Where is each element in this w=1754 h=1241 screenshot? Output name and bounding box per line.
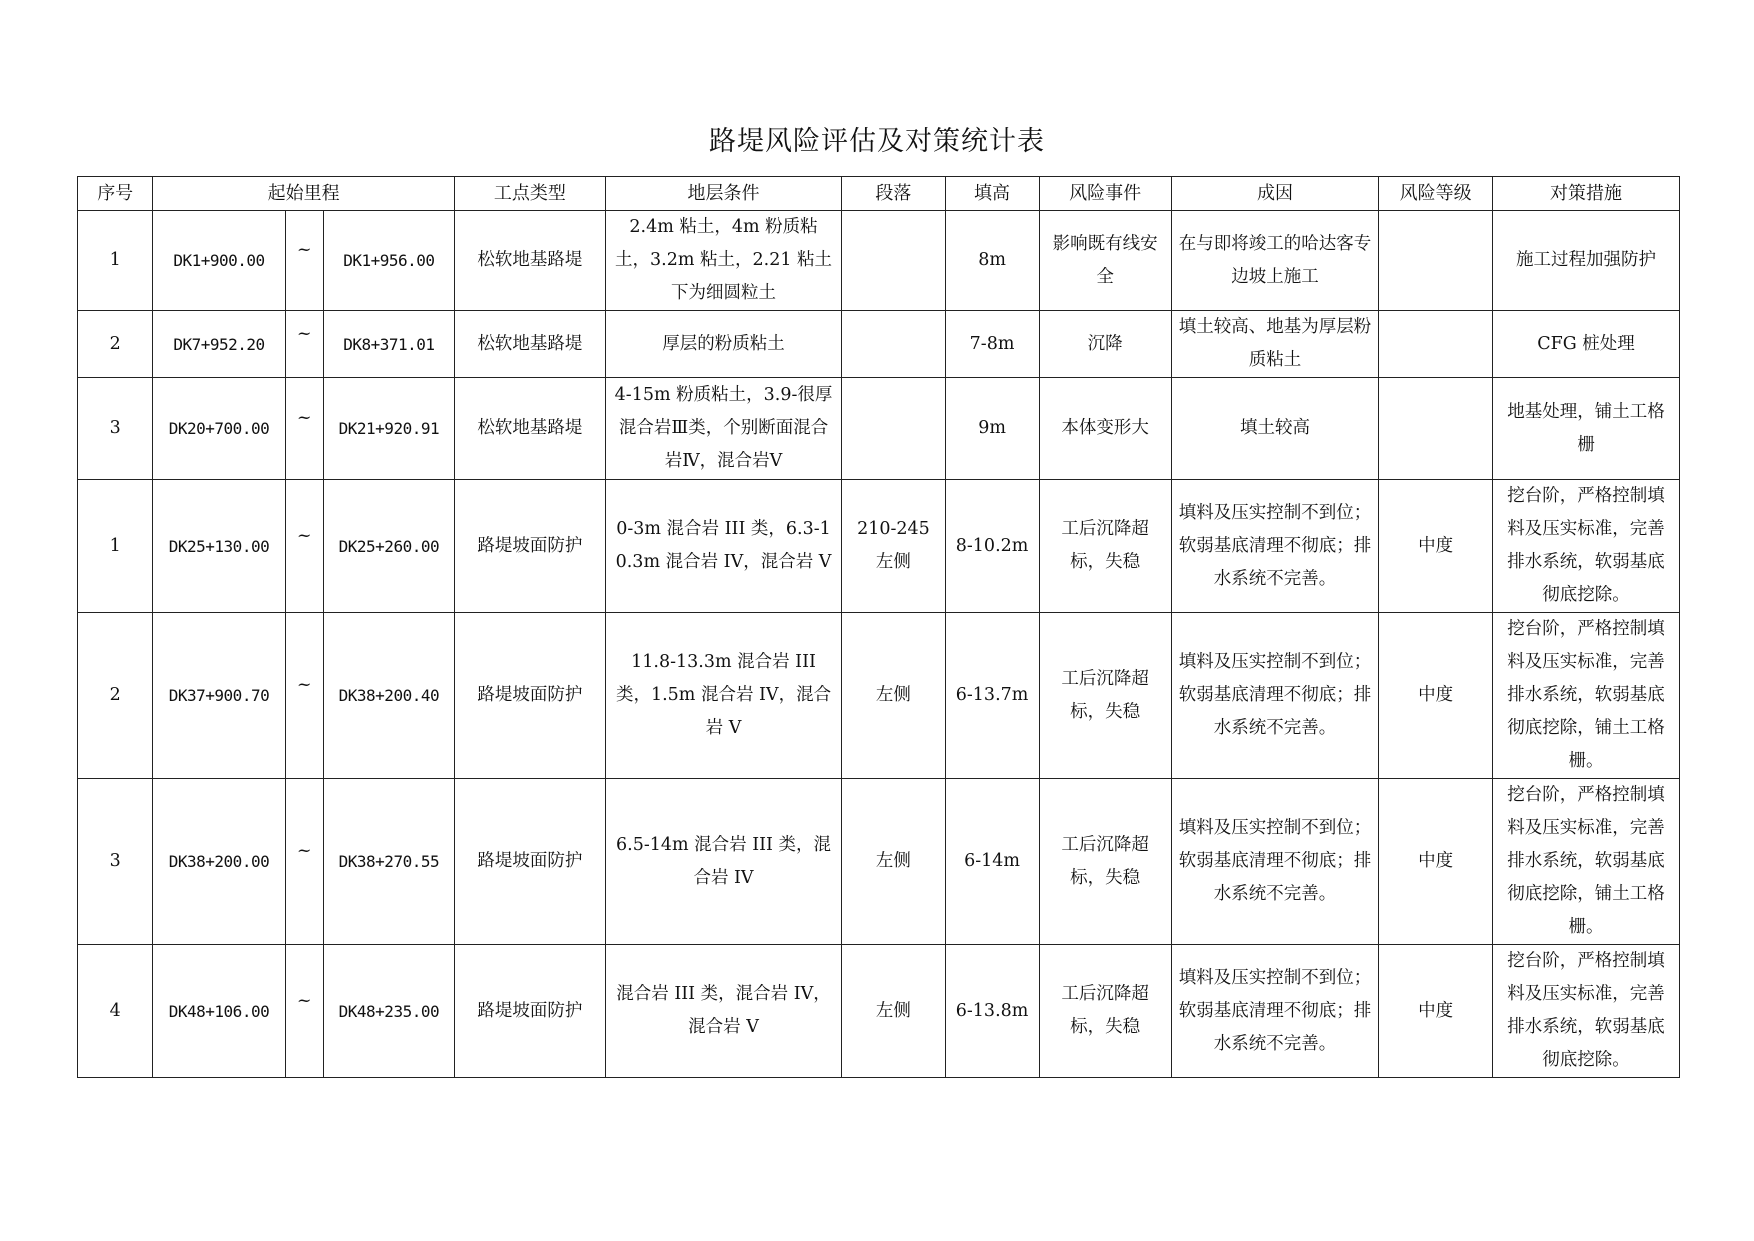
section [842, 378, 945, 480]
end-mileage: DK38+270.55 [323, 779, 454, 945]
table-row [78, 311, 1680, 378]
mileage-separator: ~ [285, 378, 323, 480]
fill-height: 6-13.8m [945, 945, 1039, 1078]
section: 210-245 左侧 [842, 480, 945, 613]
section: 左侧 [842, 945, 945, 1078]
header-site-type: 工点类型 [454, 177, 605, 211]
measures: 挖台阶，严格控制填料及压实标准，完善排水系统，软弱基底彻底挖除。 [1492, 945, 1679, 1078]
header-strata: 地层条件 [605, 177, 842, 211]
risk-table [77, 176, 1680, 1078]
site-type: 松软地基路堤 [454, 311, 605, 378]
start-mileage: DK38+200.00 [153, 779, 285, 945]
cause: 填料及压实控制不到位；软弱基底清理不彻底；排水系统不完善。 [1171, 945, 1379, 1078]
mileage-separator: ~ [285, 480, 323, 613]
start-mileage: DK25+130.00 [153, 480, 285, 613]
fill-height: 7-8m [945, 311, 1039, 378]
header-mileage: 起始里程 [153, 177, 455, 211]
risk-level: 中度 [1379, 613, 1493, 779]
strata: 厚层的粉质粘土 [605, 311, 842, 378]
end-mileage: DK38+200.40 [323, 613, 454, 779]
risk-event: 工后沉降超标，失稳 [1039, 779, 1171, 945]
measures: 挖台阶，严格控制填料及压实标准，完善排水系统，软弱基底彻底挖除，铺土工格栅。 [1492, 613, 1679, 779]
section [842, 211, 945, 311]
fill-height: 6-14m [945, 779, 1039, 945]
row-index: 3 [78, 378, 153, 480]
table-row [78, 211, 1680, 311]
risk-event: 工后沉降超标，失稳 [1039, 945, 1171, 1078]
start-mileage: DK37+900.70 [153, 613, 285, 779]
row-index: 1 [78, 480, 153, 613]
strata: 4-15m 粉质粘土，3.9-很厚混合岩Ⅲ类，个别断面混合岩Ⅳ，混合岩Ⅴ [605, 378, 842, 480]
risk-level: 中度 [1379, 945, 1493, 1078]
risk-event: 影响既有线安全 [1039, 211, 1171, 311]
start-mileage: DK7+952.20 [153, 311, 285, 378]
end-mileage: DK1+956.00 [323, 211, 454, 311]
risk-level: 中度 [1379, 779, 1493, 945]
measures: 施工过程加强防护 [1492, 211, 1679, 311]
mileage-separator: ~ [285, 311, 323, 378]
cause: 填料及压实控制不到位；软弱基底清理不彻底；排水系统不完善。 [1171, 779, 1379, 945]
measures: 挖台阶，严格控制填料及压实标准，完善排水系统，软弱基底彻底挖除，铺土工格栅。 [1492, 779, 1679, 945]
end-mileage: DK48+235.00 [323, 945, 454, 1078]
end-mileage: DK25+260.00 [323, 480, 454, 613]
measures: 地基处理，铺土工格栅 [1492, 378, 1679, 480]
site-type: 路堤坡面防护 [454, 945, 605, 1078]
row-index: 4 [78, 945, 153, 1078]
site-type: 路堤坡面防护 [454, 613, 605, 779]
cause: 填土较高 [1171, 378, 1379, 480]
mileage-separator: ~ [285, 211, 323, 311]
table-row [78, 613, 1680, 779]
page-title: 路堤风险评估及对策统计表 [709, 126, 1045, 157]
risk-level [1379, 311, 1493, 378]
start-mileage: DK48+106.00 [153, 945, 285, 1078]
header-fill-height: 填高 [945, 177, 1039, 211]
mileage-separator: ~ [285, 945, 323, 1078]
risk-level [1379, 211, 1493, 311]
header-measures: 对策措施 [1492, 177, 1679, 211]
site-type: 松软地基路堤 [454, 211, 605, 311]
mileage-separator: ~ [285, 779, 323, 945]
fill-height: 8-10.2m [945, 480, 1039, 613]
header-cause: 成因 [1171, 177, 1379, 211]
cause: 填料及压实控制不到位；软弱基底清理不彻底；排水系统不完善。 [1171, 480, 1379, 613]
measures: 挖台阶，严格控制填料及压实标准，完善排水系统，软弱基底彻底挖除。 [1492, 480, 1679, 613]
cause: 在与即将竣工的哈达客专边坡上施工 [1171, 211, 1379, 311]
strata: 混合岩 III 类，混合岩 IV，混合岩 V [605, 945, 842, 1078]
start-mileage: DK20+700.00 [153, 378, 285, 480]
risk-event: 工后沉降超标，失稳 [1039, 613, 1171, 779]
table-row [78, 378, 1680, 480]
end-mileage: DK8+371.01 [323, 311, 454, 378]
row-index: 1 [78, 211, 153, 311]
risk-event: 本体变形大 [1039, 378, 1171, 480]
table-row [78, 945, 1680, 1078]
site-type: 路堤坡面防护 [454, 779, 605, 945]
section [842, 311, 945, 378]
mileage-separator: ~ [285, 613, 323, 779]
strata: 0-3m 混合岩 III 类，6.3-10.3m 混合岩 IV，混合岩 V [605, 480, 842, 613]
start-mileage: DK1+900.00 [153, 211, 285, 311]
risk-level: 中度 [1379, 480, 1493, 613]
row-index: 2 [78, 311, 153, 378]
header-row [78, 177, 1680, 211]
fill-height: 6-13.7m [945, 613, 1039, 779]
header-risk-event: 风险事件 [1039, 177, 1171, 211]
strata: 6.5-14m 混合岩 III 类，混合岩 IV [605, 779, 842, 945]
fill-height: 9m [945, 378, 1039, 480]
end-mileage: DK21+920.91 [323, 378, 454, 480]
risk-event: 工后沉降超标，失稳 [1039, 480, 1171, 613]
site-type: 路堤坡面防护 [454, 480, 605, 613]
risk-event: 沉降 [1039, 311, 1171, 378]
strata: 2.4m 粘土，4m 粉质粘土，3.2m 粘土，2.21 粘土下为细圆粒土 [605, 211, 842, 311]
header-section: 段落 [842, 177, 945, 211]
table-row [78, 480, 1680, 613]
site-type: 松软地基路堤 [454, 378, 605, 480]
row-index: 2 [78, 613, 153, 779]
header-index: 序号 [78, 177, 153, 211]
header-risk-level: 风险等级 [1379, 177, 1493, 211]
strata: 11.8-13.3m 混合岩 III 类，1.5m 混合岩 IV，混合岩 V [605, 613, 842, 779]
section: 左侧 [842, 613, 945, 779]
section: 左侧 [842, 779, 945, 945]
row-index: 3 [78, 779, 153, 945]
table-row [78, 779, 1680, 945]
fill-height: 8m [945, 211, 1039, 311]
risk-level [1379, 378, 1493, 480]
measures: CFG 桩处理 [1492, 311, 1679, 378]
cause: 填土较高、地基为厚层粉质粘土 [1171, 311, 1379, 378]
cause: 填料及压实控制不到位；软弱基底清理不彻底；排水系统不完善。 [1171, 613, 1379, 779]
